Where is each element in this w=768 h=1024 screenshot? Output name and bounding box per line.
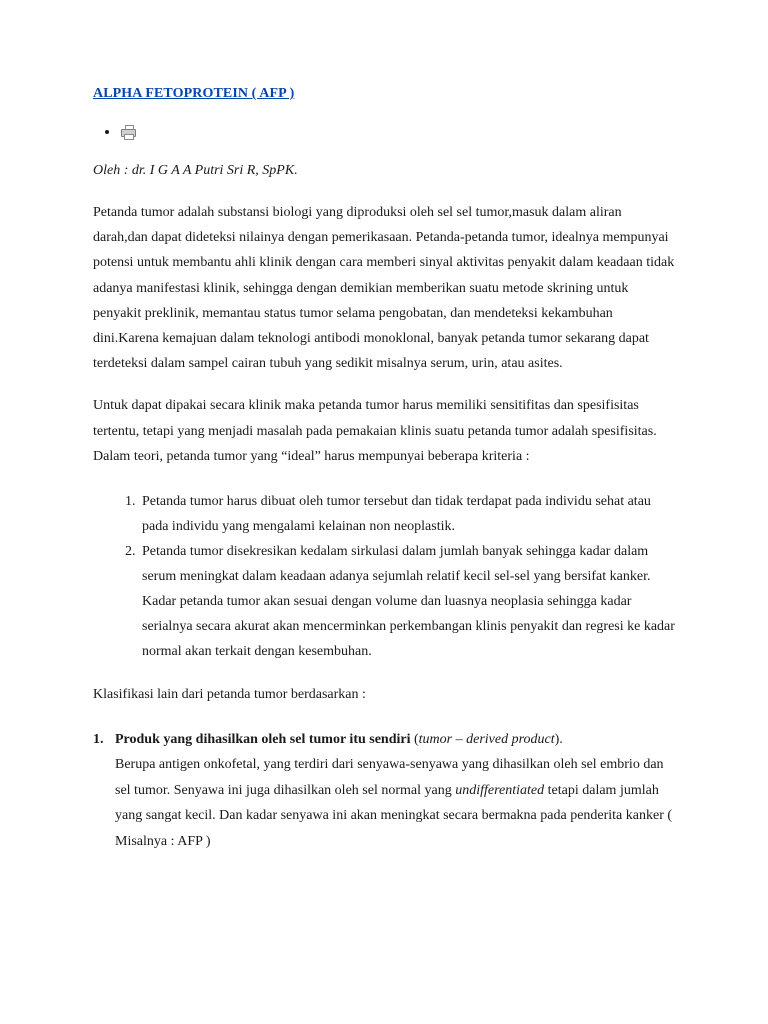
section-number: 1.	[93, 732, 104, 748]
author-line: Oleh : dr. I G A A Putri Sri R, SpPK.	[93, 163, 298, 178]
desc-italic-term: undifferentiated	[455, 782, 545, 798]
criteria-item: 2. Petanda tumor disekresikan kedalam sirkulasi dalam jumlah banyak sehingga kadar dalam serum meningkat dalam keadaan adanya sejumlah relatif kecil sel-sel yang bersifat kanker. Kadar petanda tumor akan sesuai dengan volume dan luasnya neoplasia sehingga kadar serialnya secara akurat akan mencerminkan perkembangan klinis penyakit dan regresi ke kadar normal akan terkait dengan kesembuhan.	[139, 539, 678, 664]
document-title-link[interactable]: ALPHA FETOPROTEIN ( AFP )	[93, 86, 295, 101]
heading-paren-close: ).	[554, 732, 563, 748]
paragraph-intro: Petanda tumor adalah substansi biologi yang diproduksi oleh sel sel tumor,masuk dalam aliran darah,dan dapat dideteksi nilainya dengan pemerikasaan. Petanda-petanda tumor, idealnya mempunyai potensi untuk membantu ahli klinik dengan cara memberi sinyal aktivitas penyakit dalam keadaan tidak adanya manifestasi klinik, sehingga dengan demikian memberikan suatu metode skrining untuk penyakit preklinik, memantau status tumor selama pengobatan, dan mendeteksi kekambuhan dini.Karena kemajuan dalam teknologi antibodi monoklonal, banyak petanda tumor sekarang dapat terdeteksi dalam sampel cairan tubuh yang sedikit misalnya serum, urin, atau asites.	[93, 205, 675, 372]
paragraph-criteria-intro: Untuk dapat dipakai secara klinik maka petanda tumor harus memiliki sensitifitas dan spesifisitas tertentu, tetapi yang menjadi masalah pada pemakaian klinis suatu petanda tumor adalah spesifisitas. Dalam teori, petanda tumor yang “ideal” harus mempunyai beberapa kriteria :	[93, 398, 657, 464]
desc-part-2: tetapi dalam jumlah yang sangat kecil. Dan kadar senyawa ini akan meningkat secara bermakna pada penderita kanker ( Misalnya : AFP )	[115, 782, 673, 849]
section-content	[115, 727, 678, 854]
heading-paren-open: (	[410, 732, 419, 748]
bullet-item	[119, 124, 678, 144]
section-heading-italic: tumor – derived product	[418, 732, 555, 748]
paragraph-klasifikasi: Klasifikasi lain dari petanda tumor berdasarkan :	[93, 687, 366, 703]
desc-part-1: Berupa antigen onkofetal, yang terdiri dari senyawa-senyawa yang dihasilkan oleh sel embrio dan sel tumor. Senyawa ini juga dihasilkan oleh sel normal yang	[115, 757, 664, 798]
section-tumor-derived-product	[93, 727, 678, 854]
section-description	[115, 752, 678, 854]
printer-icon[interactable]	[121, 125, 136, 139]
section-heading-bold: Produk yang dihasilkan oleh sel tumor itu sendiri	[115, 732, 411, 748]
toolbar-bullet-list	[93, 124, 678, 144]
criteria-list	[93, 489, 678, 664]
section-heading	[115, 727, 678, 752]
criteria-item: 1. Petanda tumor harus dibuat oleh tumor tersebut dan tidak terdapat pada individu sehat atau pada individu yang mengalami kelainan non neoplastik.	[139, 489, 678, 539]
